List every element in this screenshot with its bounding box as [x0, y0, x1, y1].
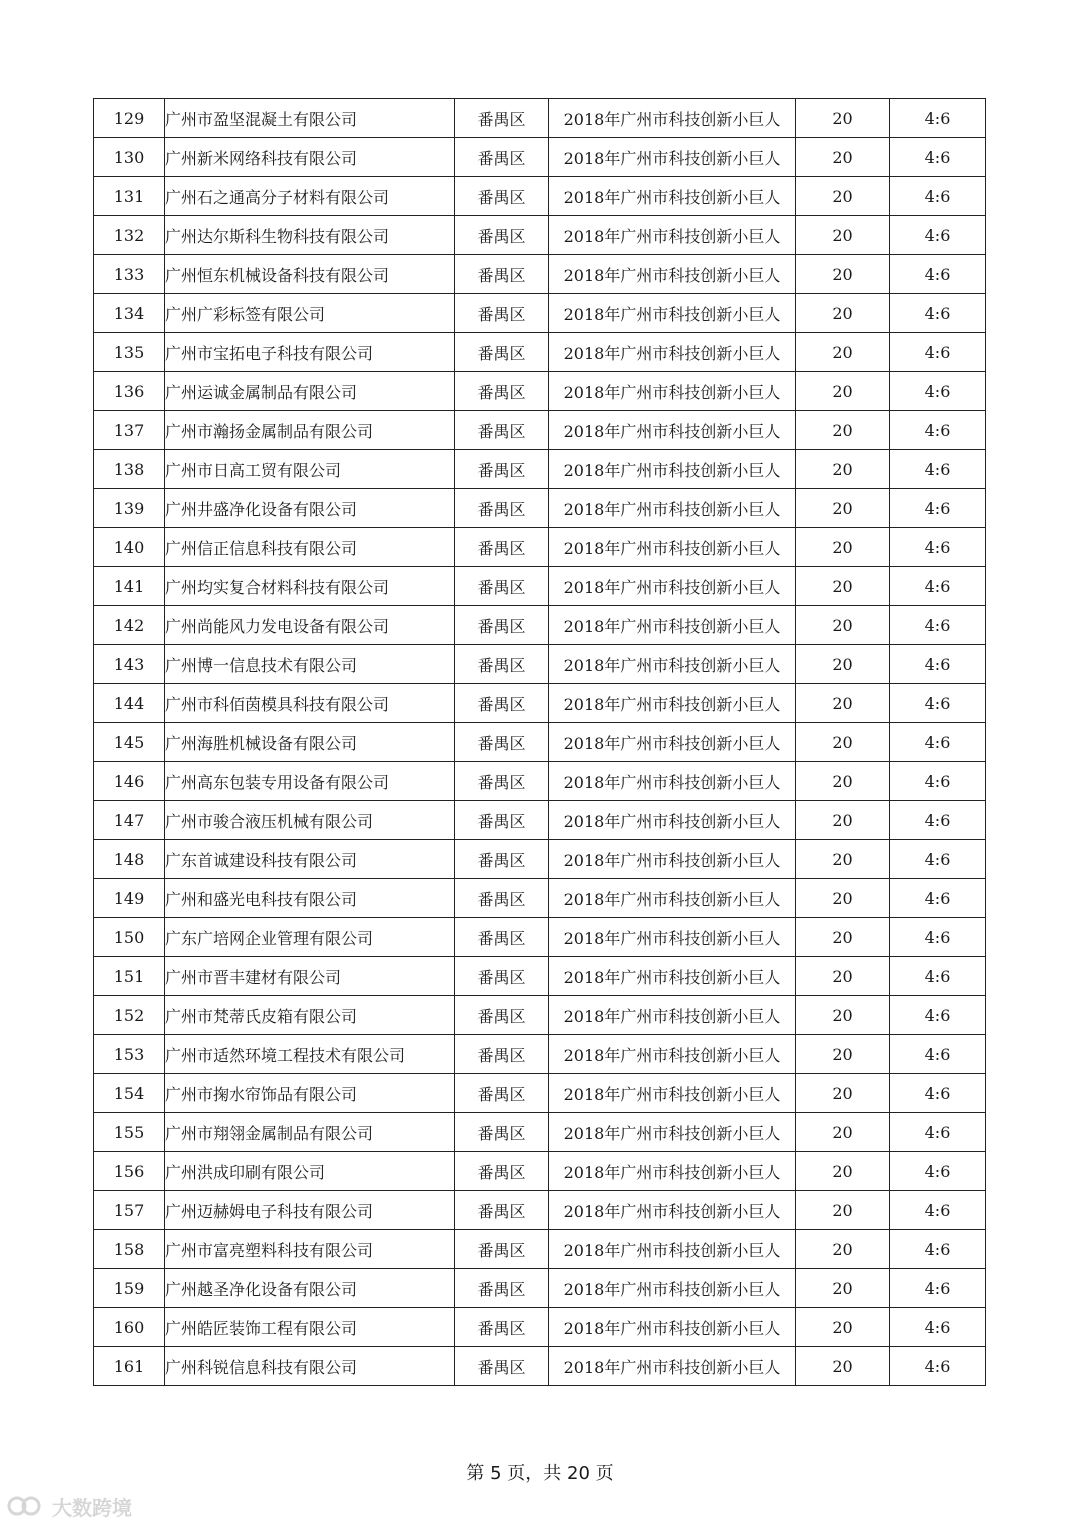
company-name: 广州洪成印刷有限公司	[165, 1152, 455, 1191]
table-row	[94, 1308, 986, 1347]
district: 番禺区	[455, 1347, 549, 1386]
funding-amount: 20	[796, 567, 890, 606]
row-number: 155	[94, 1113, 165, 1152]
company-name: 广州市掬水帘饰品有限公司	[165, 1074, 455, 1113]
district: 番禺区	[455, 684, 549, 723]
row-number: 154	[94, 1074, 165, 1113]
funding-ratio: 4:6	[890, 879, 986, 918]
funding-amount: 20	[796, 1308, 890, 1347]
district: 番禺区	[455, 996, 549, 1035]
row-number: 136	[94, 372, 165, 411]
company-name: 广州市日高工贸有限公司	[165, 450, 455, 489]
row-number: 134	[94, 294, 165, 333]
table-row	[94, 840, 986, 879]
funding-amount: 20	[796, 489, 890, 528]
table-row	[94, 1113, 986, 1152]
table-row	[94, 1074, 986, 1113]
award-category: 2018年广州市科技创新小巨人	[549, 957, 796, 996]
district: 番禺区	[455, 1113, 549, 1152]
funding-ratio: 4:6	[890, 684, 986, 723]
table-row	[94, 450, 986, 489]
company-name: 广州高东包装专用设备有限公司	[165, 762, 455, 801]
table-row	[94, 1152, 986, 1191]
district: 番禺区	[455, 411, 549, 450]
watermark-text: 大数跨境	[52, 1495, 132, 1520]
funding-amount: 20	[796, 1230, 890, 1269]
table-row	[94, 294, 986, 333]
row-number: 138	[94, 450, 165, 489]
row-number: 146	[94, 762, 165, 801]
funding-amount: 20	[796, 879, 890, 918]
table-row	[94, 1230, 986, 1269]
district: 番禺区	[455, 1230, 549, 1269]
page-number: 第 5 页，共 20 页	[466, 1463, 614, 1484]
company-name: 广州科锐信息科技有限公司	[165, 1347, 455, 1386]
funding-amount: 20	[796, 723, 890, 762]
funding-ratio: 4:6	[890, 567, 986, 606]
row-number: 133	[94, 255, 165, 294]
company-name: 广州井盛净化设备有限公司	[165, 489, 455, 528]
award-category: 2018年广州市科技创新小巨人	[549, 1191, 796, 1230]
funding-amount: 20	[796, 1347, 890, 1386]
funding-ratio: 4:6	[890, 1347, 986, 1386]
funding-ratio: 4:6	[890, 255, 986, 294]
funding-amount: 20	[796, 411, 890, 450]
district: 番禺区	[455, 1269, 549, 1308]
company-name: 广州市富亮塑料科技有限公司	[165, 1230, 455, 1269]
district: 番禺区	[455, 1074, 549, 1113]
award-category: 2018年广州市科技创新小巨人	[549, 645, 796, 684]
row-number: 144	[94, 684, 165, 723]
award-category: 2018年广州市科技创新小巨人	[549, 489, 796, 528]
company-name: 广州均实复合材料科技有限公司	[165, 567, 455, 606]
company-name: 广州新米网络科技有限公司	[165, 138, 455, 177]
district: 番禺区	[455, 1308, 549, 1347]
link-icon	[6, 1493, 48, 1519]
table-row	[94, 567, 986, 606]
funding-amount: 20	[796, 996, 890, 1035]
funding-ratio: 4:6	[890, 918, 986, 957]
table-row	[94, 372, 986, 411]
row-number: 152	[94, 996, 165, 1035]
award-category: 2018年广州市科技创新小巨人	[549, 1035, 796, 1074]
table-row	[94, 138, 986, 177]
funding-amount: 20	[796, 528, 890, 567]
funding-amount: 20	[796, 294, 890, 333]
award-category: 2018年广州市科技创新小巨人	[549, 723, 796, 762]
company-name: 广州市宝拓电子科技有限公司	[165, 333, 455, 372]
table-row	[94, 411, 986, 450]
company-name: 广州市骏合液压机械有限公司	[165, 801, 455, 840]
row-number: 143	[94, 645, 165, 684]
district: 番禺区	[455, 1191, 549, 1230]
funding-amount: 20	[796, 918, 890, 957]
row-number: 132	[94, 216, 165, 255]
company-name: 广州市梵蒂氏皮箱有限公司	[165, 996, 455, 1035]
funding-ratio: 4:6	[890, 1230, 986, 1269]
award-category: 2018年广州市科技创新小巨人	[549, 528, 796, 567]
funding-amount: 20	[796, 957, 890, 996]
row-number: 130	[94, 138, 165, 177]
row-number: 141	[94, 567, 165, 606]
table-row	[94, 957, 986, 996]
funding-amount: 20	[796, 762, 890, 801]
row-number: 145	[94, 723, 165, 762]
funding-ratio: 4:6	[890, 723, 986, 762]
award-category: 2018年广州市科技创新小巨人	[549, 1074, 796, 1113]
table-row	[94, 1347, 986, 1386]
row-number: 129	[94, 99, 165, 138]
row-number: 147	[94, 801, 165, 840]
funding-amount: 20	[796, 177, 890, 216]
table-row	[94, 879, 986, 918]
award-category: 2018年广州市科技创新小巨人	[549, 1113, 796, 1152]
funding-ratio: 4:6	[890, 333, 986, 372]
district: 番禺区	[455, 606, 549, 645]
funding-ratio: 4:6	[890, 489, 986, 528]
table-body	[94, 99, 986, 1386]
award-category: 2018年广州市科技创新小巨人	[549, 801, 796, 840]
company-name: 广州广彩标签有限公司	[165, 294, 455, 333]
funding-ratio: 4:6	[890, 1035, 986, 1074]
funding-amount: 20	[796, 1113, 890, 1152]
funding-ratio: 4:6	[890, 1074, 986, 1113]
award-category: 2018年广州市科技创新小巨人	[549, 333, 796, 372]
company-name: 广州市适然环境工程技术有限公司	[165, 1035, 455, 1074]
funding-ratio: 4:6	[890, 762, 986, 801]
table-row	[94, 1035, 986, 1074]
award-category: 2018年广州市科技创新小巨人	[549, 255, 796, 294]
funding-ratio: 4:6	[890, 1113, 986, 1152]
funding-ratio: 4:6	[890, 372, 986, 411]
funding-amount: 20	[796, 840, 890, 879]
award-category: 2018年广州市科技创新小巨人	[549, 138, 796, 177]
row-number: 140	[94, 528, 165, 567]
table-row	[94, 645, 986, 684]
award-category: 2018年广州市科技创新小巨人	[549, 1269, 796, 1308]
funding-ratio: 4:6	[890, 528, 986, 567]
table-row	[94, 489, 986, 528]
row-number: 153	[94, 1035, 165, 1074]
district: 番禺区	[455, 567, 549, 606]
company-name: 广州石之通高分子材料有限公司	[165, 177, 455, 216]
row-number: 158	[94, 1230, 165, 1269]
funding-amount: 20	[796, 801, 890, 840]
funding-ratio: 4:6	[890, 1308, 986, 1347]
funding-amount: 20	[796, 1152, 890, 1191]
funding-amount: 20	[796, 1035, 890, 1074]
funding-amount: 20	[796, 255, 890, 294]
table-row	[94, 684, 986, 723]
company-name: 广东首诚建设科技有限公司	[165, 840, 455, 879]
row-number: 148	[94, 840, 165, 879]
company-list-table	[93, 98, 986, 1386]
district: 番禺区	[455, 957, 549, 996]
company-name: 广州迈赫姆电子科技有限公司	[165, 1191, 455, 1230]
company-name: 广州市翔翎金属制品有限公司	[165, 1113, 455, 1152]
district: 番禺区	[455, 450, 549, 489]
award-category: 2018年广州市科技创新小巨人	[549, 1308, 796, 1347]
row-number: 149	[94, 879, 165, 918]
table-row	[94, 255, 986, 294]
table-row	[94, 177, 986, 216]
district: 番禺区	[455, 528, 549, 567]
district: 番禺区	[455, 372, 549, 411]
funding-ratio: 4:6	[890, 840, 986, 879]
funding-amount: 20	[796, 606, 890, 645]
funding-amount: 20	[796, 450, 890, 489]
table-row	[94, 606, 986, 645]
award-category: 2018年广州市科技创新小巨人	[549, 99, 796, 138]
funding-ratio: 4:6	[890, 645, 986, 684]
district: 番禺区	[455, 294, 549, 333]
district: 番禺区	[455, 723, 549, 762]
funding-ratio: 4:6	[890, 1191, 986, 1230]
row-number: 159	[94, 1269, 165, 1308]
funding-ratio: 4:6	[890, 1152, 986, 1191]
district: 番禺区	[455, 333, 549, 372]
funding-ratio: 4:6	[890, 957, 986, 996]
company-name: 广州海胜机械设备有限公司	[165, 723, 455, 762]
row-number: 160	[94, 1308, 165, 1347]
award-category: 2018年广州市科技创新小巨人	[549, 918, 796, 957]
funding-ratio: 4:6	[890, 177, 986, 216]
district: 番禺区	[455, 1035, 549, 1074]
funding-ratio: 4:6	[890, 606, 986, 645]
table-row	[94, 801, 986, 840]
table-row	[94, 1191, 986, 1230]
company-name: 广州市瀚扬金属制品有限公司	[165, 411, 455, 450]
table-row	[94, 528, 986, 567]
table-row	[94, 918, 986, 957]
company-name: 广州皓匠装饰工程有限公司	[165, 1308, 455, 1347]
company-name: 广州越圣净化设备有限公司	[165, 1269, 455, 1308]
company-name: 广州达尔斯科生物科技有限公司	[165, 216, 455, 255]
award-category: 2018年广州市科技创新小巨人	[549, 450, 796, 489]
table-row	[94, 333, 986, 372]
district: 番禺区	[455, 138, 549, 177]
funding-ratio: 4:6	[890, 99, 986, 138]
award-category: 2018年广州市科技创新小巨人	[549, 606, 796, 645]
row-number: 139	[94, 489, 165, 528]
award-category: 2018年广州市科技创新小巨人	[549, 684, 796, 723]
company-name: 广东广培网企业管理有限公司	[165, 918, 455, 957]
award-category: 2018年广州市科技创新小巨人	[549, 177, 796, 216]
award-category: 2018年广州市科技创新小巨人	[549, 762, 796, 801]
company-name: 广州运诚金属制品有限公司	[165, 372, 455, 411]
company-name: 广州信正信息科技有限公司	[165, 528, 455, 567]
district: 番禺区	[455, 879, 549, 918]
district: 番禺区	[455, 918, 549, 957]
row-number: 161	[94, 1347, 165, 1386]
award-category: 2018年广州市科技创新小巨人	[549, 567, 796, 606]
district: 番禺区	[455, 216, 549, 255]
funding-amount: 20	[796, 138, 890, 177]
award-category: 2018年广州市科技创新小巨人	[549, 840, 796, 879]
table-row	[94, 99, 986, 138]
funding-ratio: 4:6	[890, 216, 986, 255]
award-category: 2018年广州市科技创新小巨人	[549, 1347, 796, 1386]
watermark	[6, 1491, 132, 1521]
funding-amount: 20	[796, 1191, 890, 1230]
district: 番禺区	[455, 255, 549, 294]
row-number: 157	[94, 1191, 165, 1230]
funding-amount: 20	[796, 684, 890, 723]
funding-ratio: 4:6	[890, 801, 986, 840]
award-category: 2018年广州市科技创新小巨人	[549, 996, 796, 1035]
award-category: 2018年广州市科技创新小巨人	[549, 1230, 796, 1269]
district: 番禺区	[455, 489, 549, 528]
company-name: 广州尚能风力发电设备有限公司	[165, 606, 455, 645]
row-number: 131	[94, 177, 165, 216]
award-category: 2018年广州市科技创新小巨人	[549, 879, 796, 918]
table-row	[94, 216, 986, 255]
award-category: 2018年广州市科技创新小巨人	[549, 216, 796, 255]
award-category: 2018年广州市科技创新小巨人	[549, 411, 796, 450]
funding-ratio: 4:6	[890, 294, 986, 333]
row-number: 156	[94, 1152, 165, 1191]
row-number: 142	[94, 606, 165, 645]
row-number: 137	[94, 411, 165, 450]
funding-amount: 20	[796, 1269, 890, 1308]
funding-ratio: 4:6	[890, 996, 986, 1035]
company-name: 广州市晋丰建材有限公司	[165, 957, 455, 996]
funding-amount: 20	[796, 1074, 890, 1113]
award-category: 2018年广州市科技创新小巨人	[549, 294, 796, 333]
district: 番禺区	[455, 99, 549, 138]
award-category: 2018年广州市科技创新小巨人	[549, 372, 796, 411]
company-name: 广州市科佰茵模具科技有限公司	[165, 684, 455, 723]
funding-ratio: 4:6	[890, 138, 986, 177]
table-row	[94, 1269, 986, 1308]
funding-amount: 20	[796, 372, 890, 411]
district: 番禺区	[455, 177, 549, 216]
table-row	[94, 996, 986, 1035]
district: 番禺区	[455, 1152, 549, 1191]
row-number: 135	[94, 333, 165, 372]
funding-amount: 20	[796, 333, 890, 372]
row-number: 151	[94, 957, 165, 996]
company-name: 广州博一信息技术有限公司	[165, 645, 455, 684]
district: 番禺区	[455, 645, 549, 684]
funding-amount: 20	[796, 645, 890, 684]
funding-ratio: 4:6	[890, 411, 986, 450]
funding-ratio: 4:6	[890, 1269, 986, 1308]
funding-amount: 20	[796, 216, 890, 255]
company-name: 广州和盛光电科技有限公司	[165, 879, 455, 918]
district: 番禺区	[455, 801, 549, 840]
funding-ratio: 4:6	[890, 450, 986, 489]
table-row	[94, 762, 986, 801]
funding-amount: 20	[796, 99, 890, 138]
district: 番禺区	[455, 762, 549, 801]
company-name: 广州恒东机械设备科技有限公司	[165, 255, 455, 294]
district: 番禺区	[455, 840, 549, 879]
company-name: 广州市盈坚混凝土有限公司	[165, 99, 455, 138]
row-number: 150	[94, 918, 165, 957]
award-category: 2018年广州市科技创新小巨人	[549, 1152, 796, 1191]
table-row	[94, 723, 986, 762]
